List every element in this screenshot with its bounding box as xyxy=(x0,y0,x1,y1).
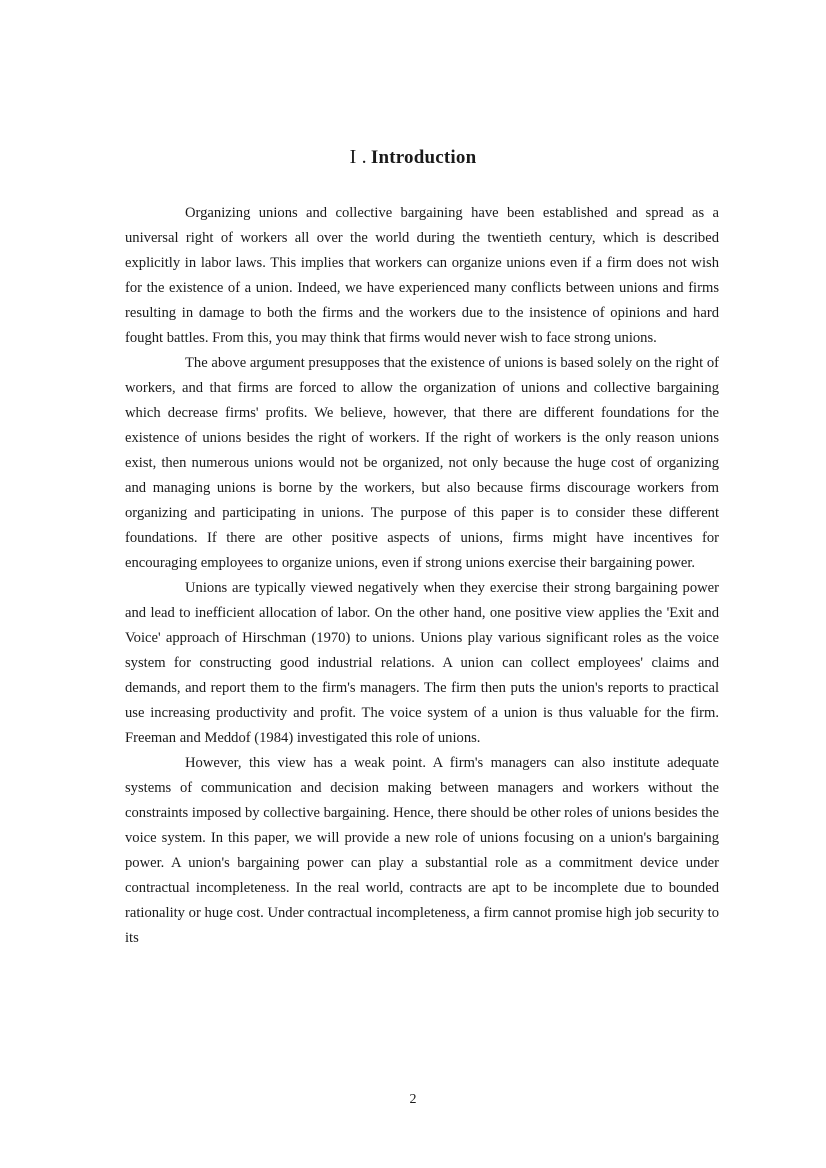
paragraph-2: The above argument presupposes that the existence of unions is based solely on the right of workers, and that firms are forced to allow the organization of unions and collective bargaining which decrease firms' profits. We believe, however, that there are different foundations for the existence of unions besides the right of workers. If the right of workers is the only reason unions exist, then numerous unions would not be organized, not only because the huge cost of organizing and managing unions is borne by the workers, but also because firms discourage workers from organizing and participating in unions. The purpose of this paper is to consider these different foundations. If there are other positive aspects of unions, firms might have incentives for encouraging employees to organize unions, even if strong unions exercise their bargaining power. xyxy=(125,355,719,571)
page-number: 2 xyxy=(409,1092,417,1107)
body-text xyxy=(125,201,719,951)
section-numeral: I . xyxy=(349,146,367,168)
paragraph-1: Organizing unions and collective bargaining have been established and spread as a universal right of workers all over the world during the twentieth century, which is described explicitly in labor laws. This implies that workers can organize unions even if a firm does not wish for the existence of a union. Indeed, we have experienced many conflicts between unions and firms resulting in damage to both the firms and the workers due to the insistence of opinions and hard fought battles. From this, you may think that firms would never wish to face strong unions. xyxy=(125,205,719,346)
section-title-text: Introduction xyxy=(370,147,477,168)
section-heading xyxy=(0,146,826,169)
paragraph-4: However, this view has a weak point. A firm's managers can also institute adequate systems of communication and decision making between managers and workers without the constraints imposed by collective bargaining. Hence, there should be other roles of unions besides the voice system. In this paper, we will provide a new role of unions focusing on a union's bargaining power. A union's bargaining power can play a substantial role as a commitment device under contractual incompleteness. In the real world, contracts are apt to be incomplete due to bounded rationality or huge cost. Under contractual incompleteness, a firm cannot promise high job security to its xyxy=(125,755,719,946)
paragraph-3: Unions are typically viewed negatively when they exercise their strong bargaining power and lead to inefficient allocation of labor. On the other hand, one positive view applies the 'Exit and Voice' approach of Hirschman (1970) to unions. Unions play various significant roles as the voice system for constructing good industrial relations. A union can collect employees' claims and demands, and report them to the firm's managers. The firm then puts the union's reports to practical use increasing productivity and profit. The voice system of a union is thus valuable for the firm. Freeman and Meddof (1984) investigated this role of unions. xyxy=(125,580,719,746)
